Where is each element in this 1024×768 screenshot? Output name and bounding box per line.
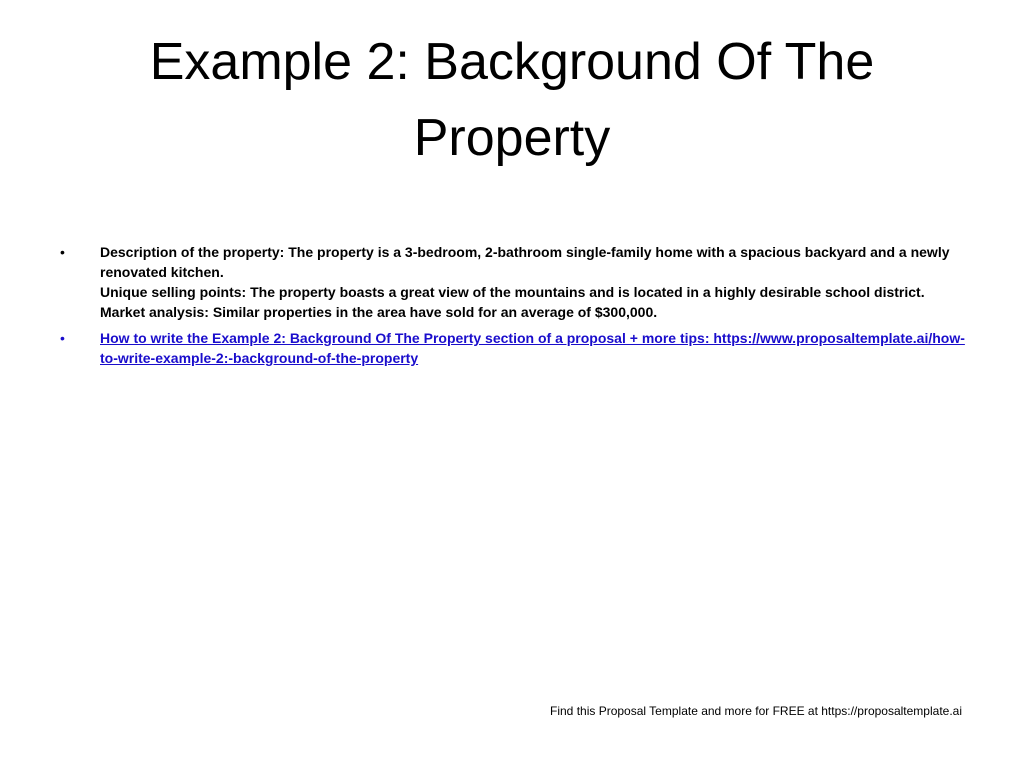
how-to-write-link[interactable]: How to write the Example 2: Background Of The Property section of a proposal + more tips: https://www.proposaltemplate.ai/how-to-write-example-2:-background-of-the-property xyxy=(100,330,965,366)
slide-title: Example 2: Background Of The Property xyxy=(149,33,875,167)
market-analysis-text: Market analysis: Similar properties in the area have sold for an average of $300,000. xyxy=(100,304,658,320)
bullet-icon: • xyxy=(60,244,65,260)
bullet-item-property-details xyxy=(56,242,968,322)
footer-note: Find this Proposal Template and more for FREE at https://proposaltemplate.ai xyxy=(550,704,962,718)
property-description-text: Description of the property: The property is a 3-bedroom, 2-bathroom single-family home with a spacious backyard and a newly renovated kitchen. xyxy=(100,244,950,280)
bullet-list xyxy=(56,242,968,374)
unique-selling-points-text: Unique selling points: The property boasts a great view of the mountains and is located in a highly desirable school district. xyxy=(100,284,925,300)
bullet-item-tips-link xyxy=(56,328,968,368)
bullet-icon: • xyxy=(60,330,65,346)
